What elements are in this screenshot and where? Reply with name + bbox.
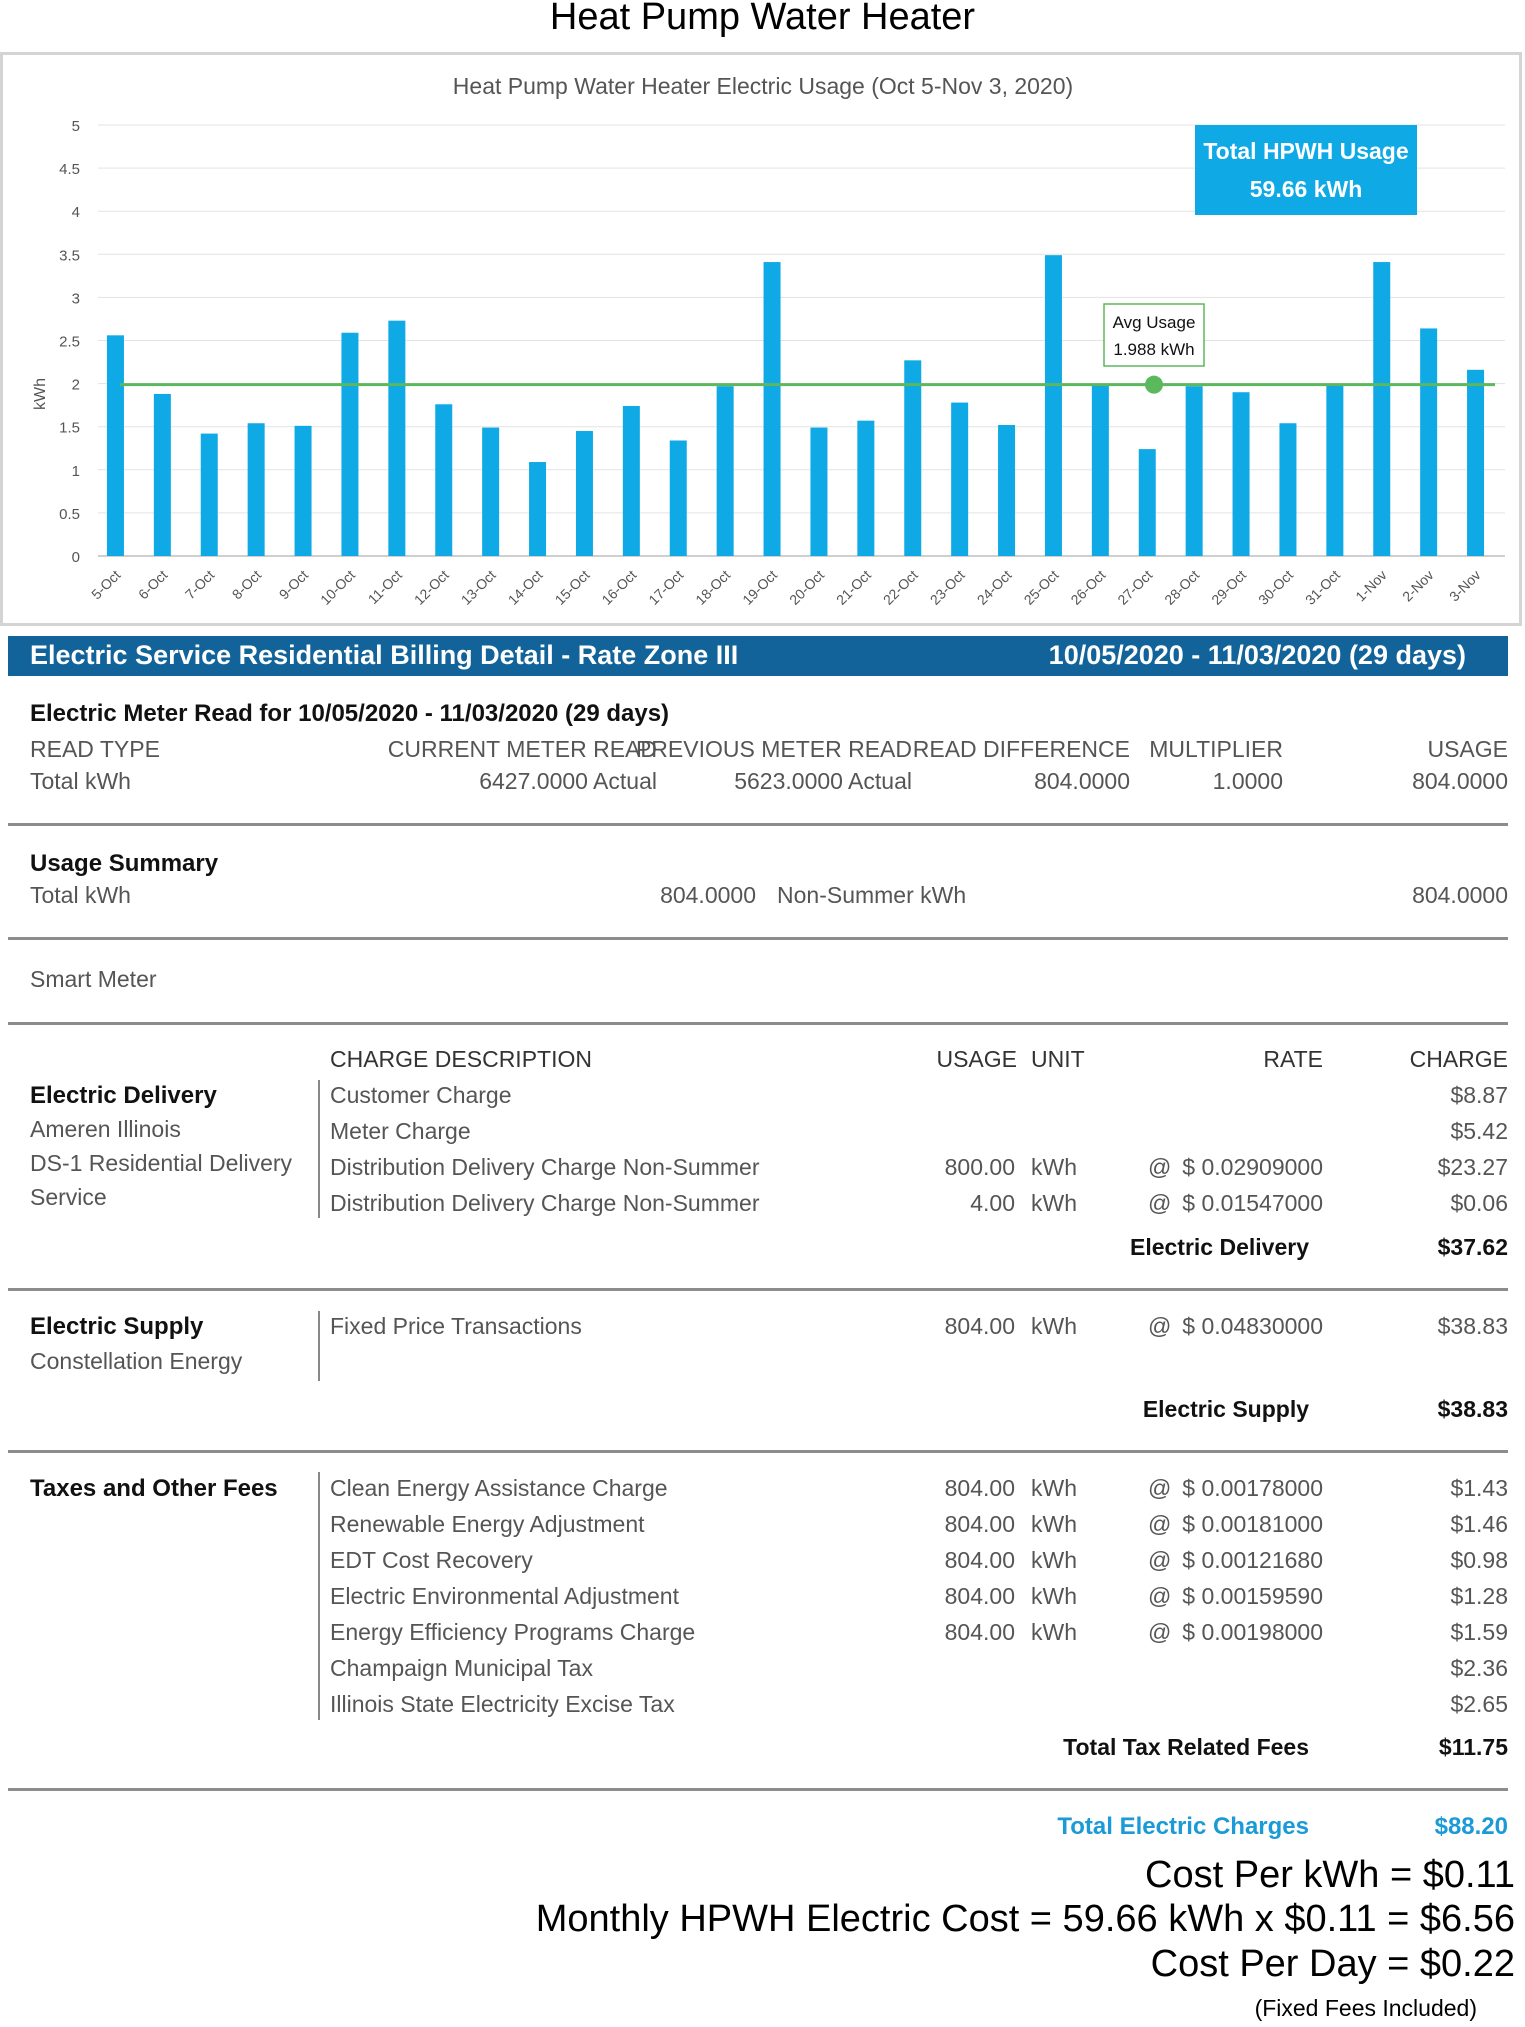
fixed-fees-note: (Fixed Fees Included) xyxy=(1254,1995,1477,2021)
bar xyxy=(1373,262,1390,556)
bar xyxy=(295,426,312,556)
usage-amount: 800.00 xyxy=(944,1154,1015,1180)
usage-amount: 804.00 xyxy=(944,1583,1015,1609)
x-tick-label: 9-Oct xyxy=(275,566,312,603)
x-tick-label: 27-Oct xyxy=(1114,566,1156,608)
average-line-group xyxy=(120,304,1495,394)
y-axis-ticks xyxy=(59,118,80,566)
bar xyxy=(1420,328,1437,556)
x-tick-label: 20-Oct xyxy=(786,566,828,608)
rate-at-sign: @ xyxy=(1148,1547,1172,1573)
col-multiplier: MULTIPLIER xyxy=(1149,736,1283,762)
y-tick-label: 3 xyxy=(71,290,80,308)
monthly-cost: Monthly HPWH Electric Cost = 59.66 kWh x $0.11 = $6.56 xyxy=(535,1898,1515,1940)
bar xyxy=(201,434,218,556)
x-tick-label: 31-Oct xyxy=(1301,566,1343,608)
divider xyxy=(8,1450,1508,1453)
meter-read-title: Electric Meter Read for 10/05/2020 - 11/03/2020 (29 days) xyxy=(30,700,670,727)
multiplier-value: 1.0000 xyxy=(1212,768,1283,794)
bar xyxy=(482,428,499,556)
bar xyxy=(388,321,405,556)
x-tick-label: 13-Oct xyxy=(457,566,499,608)
total-usage-value: 59.66 kWh xyxy=(1249,176,1363,202)
charge-amount: $38.83 xyxy=(1437,1313,1508,1339)
column-separator xyxy=(318,1472,320,1720)
usage-unit: kWh xyxy=(1031,1313,1077,1339)
divider xyxy=(8,823,1508,826)
x-tick-label: 3-Nov xyxy=(1445,566,1484,605)
chart-title: Heat Pump Water Heater Electric Usage (Oct 5-Nov 3, 2020) xyxy=(452,73,1074,99)
charge-description: Distribution Delivery Charge Non-Summer xyxy=(330,1154,760,1180)
rate-value: $ 0.02909000 xyxy=(1182,1154,1323,1180)
charge-amount: $0.06 xyxy=(1450,1190,1508,1216)
column-separator xyxy=(318,1080,320,1218)
cost-per-day: Cost Per Day = $0.22 xyxy=(1150,1943,1515,1985)
charge-description: Renewable Energy Adjustment xyxy=(330,1511,645,1537)
usage-unit: kWh xyxy=(1031,1154,1077,1180)
grand-total-label: Total Electric Charges xyxy=(1057,1813,1309,1840)
bar xyxy=(1186,386,1203,556)
y-tick-label: 5 xyxy=(71,118,80,135)
rate-value: $ 0.00198000 xyxy=(1182,1619,1323,1645)
y-tick-label: 2.5 xyxy=(59,333,80,351)
bar xyxy=(1092,384,1109,556)
charge-description: Energy Efficiency Programs Charge xyxy=(330,1619,696,1645)
x-tick-label: 16-Oct xyxy=(598,566,640,608)
usage-amount: 804.00 xyxy=(944,1511,1015,1537)
x-tick-label: 8-Oct xyxy=(228,566,265,603)
bars xyxy=(107,255,1484,556)
x-tick-label: 10-Oct xyxy=(317,566,359,608)
y-tick-label: 1 xyxy=(71,462,80,480)
x-tick-label: 21-Oct xyxy=(832,566,874,608)
usage-summary-value: 804.0000 xyxy=(1412,882,1508,908)
average-value: 1.988 kWh xyxy=(1113,340,1195,359)
charge-description: Fixed Price Transactions xyxy=(330,1313,582,1339)
usage-value: 804.0000 xyxy=(1412,768,1508,794)
bar xyxy=(576,431,593,556)
supply-title: Electric Supply xyxy=(30,1313,204,1340)
rate-at-sign: @ xyxy=(1148,1313,1172,1339)
supply-total: $38.83 xyxy=(1437,1396,1508,1422)
charge-amount: $1.46 xyxy=(1450,1511,1508,1537)
total-usage-label: Total HPWH Usage xyxy=(1203,138,1409,164)
usage-amount: 804.00 xyxy=(944,1313,1015,1339)
usage-summary-type: Non-Summer kWh xyxy=(777,882,967,908)
col-previous-read: PREVIOUS METER READ xyxy=(635,736,912,762)
delivery-title: Electric Delivery xyxy=(30,1082,217,1109)
rate-at-sign: @ xyxy=(1148,1475,1172,1501)
y-tick-label: 4 xyxy=(71,204,80,222)
charge-description: EDT Cost Recovery xyxy=(330,1547,533,1573)
bar xyxy=(1467,370,1484,556)
taxes-title: Taxes and Other Fees xyxy=(30,1475,278,1502)
bar xyxy=(1326,384,1343,556)
header-rate: RATE xyxy=(1263,1046,1323,1072)
bar xyxy=(717,386,734,556)
usage-summary-title: Usage Summary xyxy=(30,850,219,877)
header-usage: USAGE xyxy=(936,1046,1017,1072)
col-current-read: CURRENT METER READ xyxy=(387,736,657,762)
bar xyxy=(435,404,452,556)
previous-read-value: 5623.0000 Actual xyxy=(734,768,912,794)
bar xyxy=(951,403,968,556)
delivery-total-label: Electric Delivery xyxy=(1129,1234,1309,1260)
usage-unit: kWh xyxy=(1031,1619,1077,1645)
col-read-difference: READ DIFFERENCE xyxy=(912,736,1130,762)
header-charge: CHARGE xyxy=(1409,1046,1508,1072)
charge-description: Electric Environmental Adjustment xyxy=(330,1583,679,1609)
charge-description: Distribution Delivery Charge Non-Summer xyxy=(330,1190,760,1216)
read-difference-value: 804.0000 xyxy=(1034,768,1130,794)
charge-amount: $0.98 xyxy=(1450,1547,1508,1573)
y-tick-label: 4.5 xyxy=(59,161,80,179)
usage-summary-total: 804.0000 xyxy=(660,882,756,908)
charge-amount: $1.43 xyxy=(1450,1475,1508,1501)
x-tick-label: 30-Oct xyxy=(1255,566,1297,608)
billing-header xyxy=(8,636,1508,676)
taxes-total: $11.75 xyxy=(1438,1734,1508,1760)
usage-amount: 804.00 xyxy=(944,1619,1015,1645)
average-label: Avg Usage xyxy=(1112,313,1196,332)
billing-header-period: 10/05/2020 - 11/03/2020 (29 days) xyxy=(1048,640,1466,670)
charge-amount: $2.36 xyxy=(1450,1655,1508,1681)
smart-meter-label: Smart Meter xyxy=(30,966,157,992)
charge-description: Clean Energy Assistance Charge xyxy=(330,1475,668,1501)
y-tick-label: 1.5 xyxy=(59,419,80,437)
y-tick-label: 3.5 xyxy=(59,247,80,265)
x-tick-label: 7-Oct xyxy=(181,566,218,603)
bar xyxy=(154,394,171,556)
charge-amount: $5.42 xyxy=(1450,1118,1508,1144)
bar xyxy=(107,335,124,556)
total-usage-box xyxy=(1195,125,1417,215)
rate-value: $ 0.04830000 xyxy=(1182,1313,1323,1339)
divider xyxy=(8,1788,1508,1791)
charge-amount: $2.65 xyxy=(1450,1691,1508,1717)
rate-value: $ 0.01547000 xyxy=(1182,1190,1323,1216)
x-tick-label: 19-Oct xyxy=(739,566,781,608)
charge-amount: $1.28 xyxy=(1450,1583,1508,1609)
usage-unit: kWh xyxy=(1031,1583,1077,1609)
billing-header-title: Electric Service Residential Billing Detail - Rate Zone III xyxy=(30,640,739,670)
bar xyxy=(998,425,1015,556)
bar xyxy=(904,360,921,556)
usage-summary-label: Total kWh xyxy=(30,882,131,908)
x-tick-label: 28-Oct xyxy=(1161,566,1203,608)
x-tick-label: 29-Oct xyxy=(1208,566,1250,608)
rate-at-sign: @ xyxy=(1148,1511,1172,1537)
usage-amount: 4.00 xyxy=(970,1190,1015,1216)
x-tick-label: 12-Oct xyxy=(410,566,452,608)
charge-amount: $23.27 xyxy=(1437,1154,1508,1180)
bar xyxy=(529,462,546,556)
bar xyxy=(248,423,265,556)
supply-sub: Constellation Energy xyxy=(30,1348,243,1374)
y-tick-label: 2 xyxy=(71,376,80,394)
x-tick-label: 2-Nov xyxy=(1399,566,1437,605)
usage-amount: 804.00 xyxy=(944,1475,1015,1501)
x-tick-label: 23-Oct xyxy=(926,566,968,608)
x-tick-label: 15-Oct xyxy=(551,566,593,608)
bar xyxy=(1233,392,1250,556)
usage-unit: kWh xyxy=(1031,1547,1077,1573)
average-marker xyxy=(1145,376,1163,394)
bar xyxy=(810,428,827,556)
delivery-sub: Service xyxy=(30,1184,107,1210)
read-type-value: Total kWh xyxy=(30,768,131,794)
x-tick-label: 11-Oct xyxy=(364,566,405,608)
charge-amount: $8.87 xyxy=(1450,1082,1508,1108)
x-tick-label: 18-Oct xyxy=(692,566,734,608)
x-tick-label: 25-Oct xyxy=(1020,566,1062,608)
x-axis-ticks xyxy=(88,567,1484,608)
divider xyxy=(8,1022,1508,1025)
charge-description: Champaign Municipal Tax xyxy=(330,1655,593,1681)
bar xyxy=(341,333,358,556)
rate-value: $ 0.00181000 xyxy=(1182,1511,1323,1537)
charge-description: Illinois State Electricity Excise Tax xyxy=(330,1691,675,1717)
charge-description: Meter Charge xyxy=(330,1118,471,1144)
x-tick-label: 17-Oct xyxy=(645,566,687,608)
delivery-sub: DS-1 Residential Delivery xyxy=(30,1150,293,1176)
bar xyxy=(623,406,640,556)
bar xyxy=(857,421,874,556)
usage-unit: kWh xyxy=(1031,1190,1077,1216)
grand-total: $88.20 xyxy=(1434,1813,1508,1840)
header-charge-description: CHARGE DESCRIPTION xyxy=(330,1046,592,1072)
usage-bar-chart xyxy=(0,52,1522,626)
delivery-total: $37.62 xyxy=(1437,1234,1508,1260)
rate-at-sign: @ xyxy=(1148,1583,1172,1609)
y-axis-label: kWh xyxy=(32,378,49,410)
rate-value: $ 0.00159590 xyxy=(1182,1583,1323,1609)
bar xyxy=(1279,423,1296,556)
x-tick-label: 24-Oct xyxy=(973,566,1015,608)
bar xyxy=(670,440,687,556)
bar xyxy=(764,262,781,556)
y-tick-label: 0.5 xyxy=(59,505,80,523)
divider xyxy=(8,1288,1508,1291)
rate-value: $ 0.00121680 xyxy=(1182,1547,1323,1573)
taxes-total-label: Total Tax Related Fees xyxy=(1063,1734,1309,1760)
y-tick-label: 0 xyxy=(71,549,80,566)
usage-unit: kWh xyxy=(1031,1475,1077,1501)
x-tick-label: 14-Oct xyxy=(504,566,546,608)
rate-at-sign: @ xyxy=(1148,1619,1172,1645)
col-usage: USAGE xyxy=(1427,736,1508,762)
rate-at-sign: @ xyxy=(1148,1154,1172,1180)
charge-description: Customer Charge xyxy=(330,1082,512,1108)
x-tick-label: 6-Oct xyxy=(134,566,171,603)
cost-per-kwh: Cost Per kWh = $0.11 xyxy=(1145,1854,1515,1896)
usage-amount: 804.00 xyxy=(944,1547,1015,1573)
delivery-sub: Ameren Illinois xyxy=(30,1116,181,1142)
x-tick-label: 26-Oct xyxy=(1067,566,1109,608)
charge-amount: $1.59 xyxy=(1450,1619,1508,1645)
usage-unit: kWh xyxy=(1031,1511,1077,1537)
bar xyxy=(1139,449,1156,556)
current-read-value: 6427.0000 Actual xyxy=(479,768,657,794)
supply-total-label: Electric Supply xyxy=(1142,1396,1309,1422)
divider xyxy=(8,937,1508,940)
rate-at-sign: @ xyxy=(1148,1190,1172,1216)
bar xyxy=(1045,255,1062,556)
rate-value: $ 0.00178000 xyxy=(1182,1475,1323,1501)
x-tick-label: 1-Nov xyxy=(1352,566,1390,605)
x-tick-label: 22-Oct xyxy=(879,566,921,608)
col-read-type: READ TYPE xyxy=(30,736,160,762)
column-separator xyxy=(318,1311,320,1381)
x-tick-label: 5-Oct xyxy=(88,566,124,603)
header-unit: UNIT xyxy=(1031,1046,1085,1072)
page-title: Heat Pump Water Heater xyxy=(549,0,976,38)
